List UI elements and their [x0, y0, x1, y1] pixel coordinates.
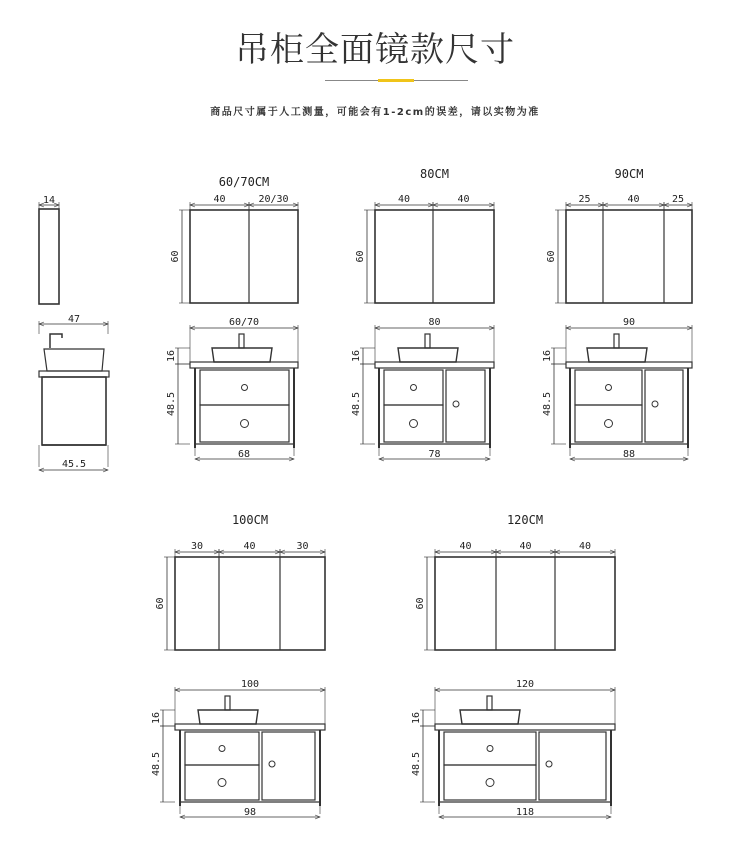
mirror-segment-label: 25 [578, 194, 591, 205]
cabinet-height-dimension [160, 726, 175, 802]
door-front [539, 732, 606, 800]
cabinet-height-dimension [175, 364, 190, 444]
drawer-front [185, 765, 259, 800]
drawer-knob [606, 385, 612, 391]
drawer-knob [410, 420, 418, 428]
door-knob [546, 761, 552, 767]
mirror-segment-label: 25 [671, 194, 685, 205]
drawer-front [200, 370, 289, 405]
mirror-segment-label: 20/30 [258, 194, 289, 205]
basin-outline [198, 710, 258, 724]
vanity-depth-label: 45.5 [61, 459, 87, 470]
basin-height-label: 16 [351, 349, 362, 363]
measurement-note: 商品尺寸属于人工测量，可能会有1-2cm的误差，请以实物为准 [210, 107, 540, 118]
faucet-outline [614, 334, 619, 348]
basin-height-label: 16 [542, 349, 553, 363]
vanity-width-label: 80 [428, 317, 441, 328]
mirror-segment-label: 40 [627, 194, 640, 205]
drawer-front [384, 405, 443, 442]
drawer-knob [605, 420, 613, 428]
drawer-knob [486, 779, 494, 787]
mirror-height-label: 60 [415, 597, 426, 610]
door-knob [652, 401, 658, 407]
cabinet-height-label: 48.5 [151, 751, 162, 777]
faucet-outline [239, 334, 244, 348]
model-group-3 [151, 513, 325, 819]
basin-height-dimension [551, 348, 566, 364]
cabinet-height-dimension [420, 726, 435, 802]
vanity-width-label: 60/70 [228, 317, 260, 328]
mirror-segment-label: 30 [190, 541, 204, 552]
basin-height-dimension [175, 348, 190, 364]
mirror-segment-label: 40 [213, 194, 226, 205]
cabinet-side-outline [42, 377, 106, 445]
mirror-segment-label: 30 [296, 541, 309, 552]
basin-outline [212, 348, 272, 362]
cabinet-height-label: 48.5 [351, 391, 362, 417]
cabinet-width-label: 88 [622, 449, 636, 460]
drawer-knob [219, 746, 225, 752]
model-group-1 [351, 167, 494, 461]
drawer-front [384, 370, 443, 405]
mirror-side-outline [39, 209, 59, 304]
cabinet-height-dimension [360, 364, 375, 444]
door-knob [453, 401, 459, 407]
drawer-knob [242, 385, 248, 391]
basin-outline [587, 348, 647, 362]
basin-height-label: 16 [411, 711, 422, 725]
countertop-outline [175, 724, 325, 730]
page-title: 吊柜全面镜款尺寸 [235, 30, 515, 70]
basin-height-dimension [360, 348, 375, 364]
drawer-front [575, 405, 642, 442]
mirror-height-label: 60 [546, 250, 557, 263]
door-front [446, 370, 485, 442]
vanity-width-label: 120 [515, 679, 535, 690]
mirror-segment-label: 40 [459, 541, 472, 552]
drawer-front [200, 405, 289, 442]
basin-outline [398, 348, 458, 362]
mirror-segment-label: 40 [519, 541, 532, 552]
basin-height-label: 16 [151, 711, 162, 725]
model-name: 120CM [506, 513, 544, 527]
vanity-width-dimension [566, 325, 692, 362]
cabinet-width-label: 98 [243, 807, 257, 818]
mirror-height-label: 60 [355, 250, 366, 263]
drawer-knob [241, 420, 249, 428]
model-name: 60/70CM [218, 175, 270, 189]
basin-side-outline [44, 349, 104, 371]
basin-height-dimension [420, 710, 435, 726]
basin-height-label: 16 [166, 349, 177, 363]
side-view-drawings [39, 195, 109, 472]
model-name: 90CM [614, 167, 644, 181]
faucet-outline [425, 334, 430, 348]
basin-height-dimension [160, 710, 175, 726]
cabinet-height-dimension [551, 364, 566, 444]
countertop-outline [190, 362, 298, 368]
mirror-segment-label: 40 [457, 194, 470, 205]
mirror-segment-label: 40 [578, 541, 592, 552]
vanity-width-dimension [175, 687, 325, 724]
vanity-width-dimension [435, 687, 615, 724]
mirror-height-label: 60 [155, 597, 166, 610]
drawer-knob [487, 746, 493, 752]
cabinet-height-label: 48.5 [166, 391, 177, 417]
basin-outline [460, 710, 520, 724]
cabinet-width-label: 68 [237, 449, 251, 460]
countertop-outline [375, 362, 494, 368]
door-knob [269, 761, 275, 767]
faucet-outline [487, 696, 492, 710]
vanity-width-label: 47 [67, 314, 81, 325]
door-front [645, 370, 683, 442]
drawer-front [185, 732, 259, 765]
model-group-2 [542, 167, 692, 461]
vanity-width-dimension [375, 325, 494, 362]
model-name: 80CM [420, 167, 449, 181]
drawer-knob [411, 385, 417, 391]
mirror-depth-label: 14 [42, 195, 56, 206]
faucet-outline [50, 334, 62, 348]
mirror-cabinet-outline [175, 557, 325, 650]
cabinet-height-label: 48.5 [411, 751, 422, 777]
cabinet-width-label: 118 [515, 807, 535, 818]
mirror-segment-label: 40 [243, 541, 256, 552]
mirror-cabinet-outline [375, 210, 494, 303]
vanity-width-label: 100 [240, 679, 260, 690]
drawer-front [444, 765, 536, 800]
mirror-cabinet-outline [435, 557, 615, 650]
model-name: 100CM [231, 513, 269, 527]
drawer-front [575, 370, 642, 405]
vanity-width-label: 90 [622, 317, 636, 328]
countertop-outline [566, 362, 692, 368]
drawer-knob [218, 779, 226, 787]
countertop-outline [435, 724, 615, 730]
model-group-0 [166, 175, 298, 461]
model-drawings [151, 167, 692, 819]
drawer-front [444, 732, 536, 765]
mirror-height-label: 60 [170, 250, 181, 263]
faucet-outline [225, 696, 230, 710]
cabinet-width-label: 78 [428, 449, 441, 460]
mirror-cabinet-outline [190, 210, 298, 303]
countertop-side [39, 371, 109, 377]
mirror-cabinet-outline [566, 210, 692, 303]
model-group-4 [411, 513, 615, 819]
mirror-segment-label: 40 [397, 194, 411, 205]
cabinet-height-label: 48.5 [542, 391, 553, 417]
